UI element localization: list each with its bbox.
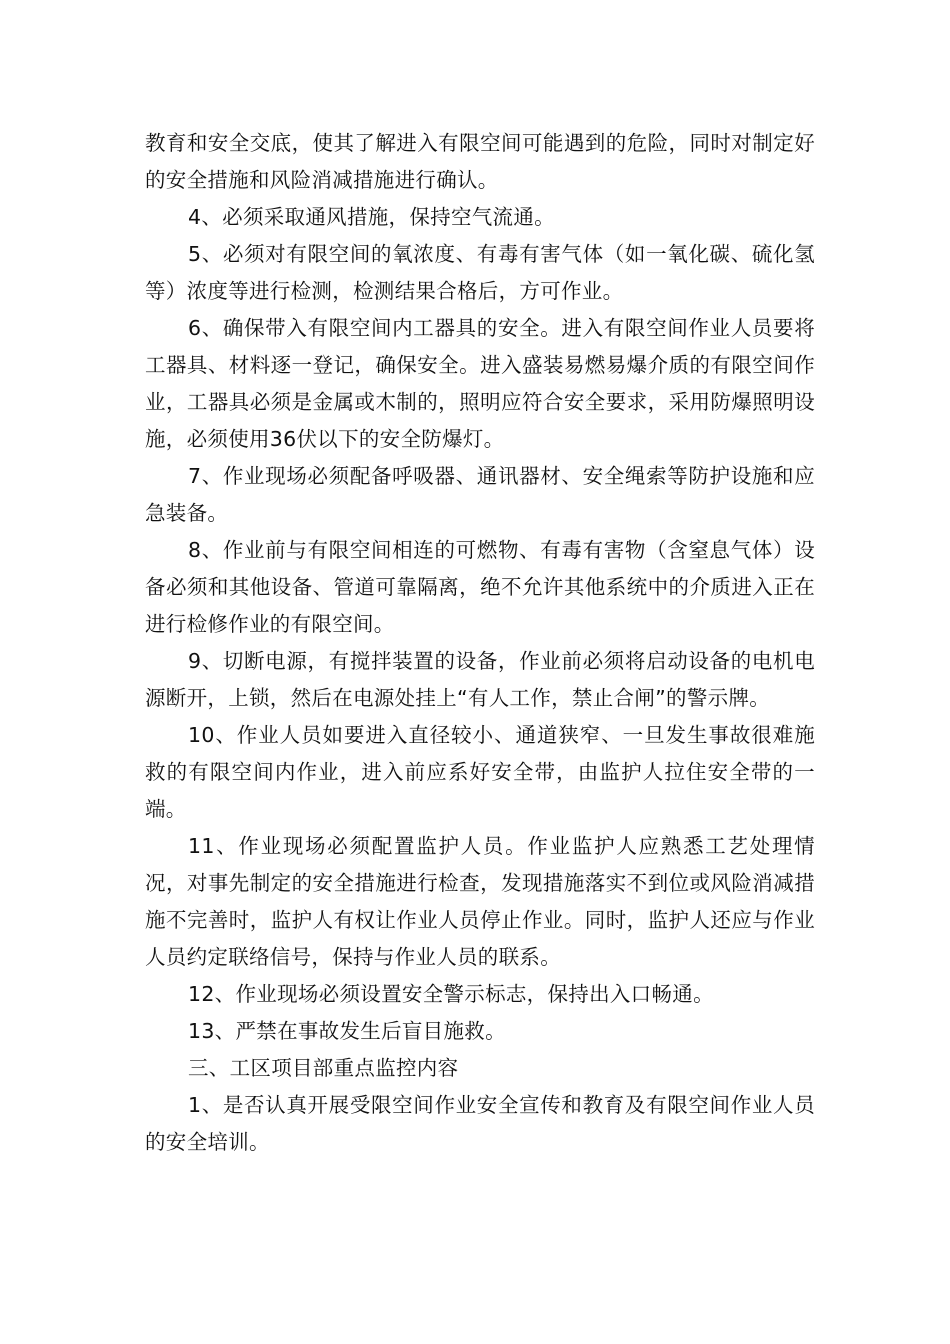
- paragraph-section-3-item-1: 1、是否认真开展受限空间作业安全宣传和教育及有限空间作业人员的安全培训。: [145, 1093, 815, 1154]
- paragraph-continuation: 教育和安全交底，使其了解进入有限空间可能遇到的危险，同时对制定好的安全措施和风险消减措施进行确认。: [145, 131, 815, 192]
- paragraph-item-11: 11、作业现场必须配置监护人员。作业监护人应熟悉工艺处理情况，对事先制定的安全措施进行检查，发现措施落实不到位或风险消减措施不完善时，监护人有权让作业人员停止作业。同时，监护人还应与作业人员约定联络信号，保持与作业人员的联系。: [145, 834, 815, 969]
- paragraph-item-8: 8、作业前与有限空间相连的可燃物、有毒有害物（含窒息气体）设备必须和其他设备、管道可靠隔离，绝不允许其他系统中的介质进入正在进行检修作业的有限空间。: [145, 538, 815, 636]
- section-heading-3: 三、工区项目部重点监控内容: [188, 1056, 459, 1080]
- paragraph-item-5: 5、必须对有限空间的氧浓度、有毒有害气体（如一氧化碳、硫化氢等）浓度等进行检测，检测结果合格后，方可作业。: [145, 242, 815, 303]
- paragraph-item-12: 12、作业现场必须设置安全警示标志，保持出入口畅通。: [188, 982, 714, 1006]
- paragraph-item-10: 10、作业人员如要进入直径较小、通道狭窄、一旦发生事故很难施救的有限空间内作业，进入前应系好安全带，由监护人拉住安全带的一端。: [145, 723, 815, 821]
- paragraph-item-13: 13、严禁在事故发生后盲目施救。: [188, 1019, 506, 1043]
- document-body: [145, 125, 815, 1161]
- paragraph-item-4: 4、必须采取通风措施，保持空气流通。: [188, 205, 555, 229]
- paragraph-item-7: 7、作业现场必须配备呼吸器、通讯器材、安全绳索等防护设施和应急装备。: [145, 464, 815, 525]
- paragraph-item-9: 9、切断电源，有搅拌装置的设备，作业前必须将启动设备的电机电源断开，上锁，然后在电源处挂上“有人工作，禁止合闸”的警示牌。: [145, 649, 815, 710]
- paragraph-item-6: 6、确保带入有限空间内工器具的安全。进入有限空间作业人员要将工器具、材料逐一登记，确保安全。进入盛装易燃易爆介质的有限空间作业，工器具必须是金属或木制的，照明应符合安全要求，采用防爆照明设施，必须使用36伏以下的安全防爆灯。: [145, 316, 815, 451]
